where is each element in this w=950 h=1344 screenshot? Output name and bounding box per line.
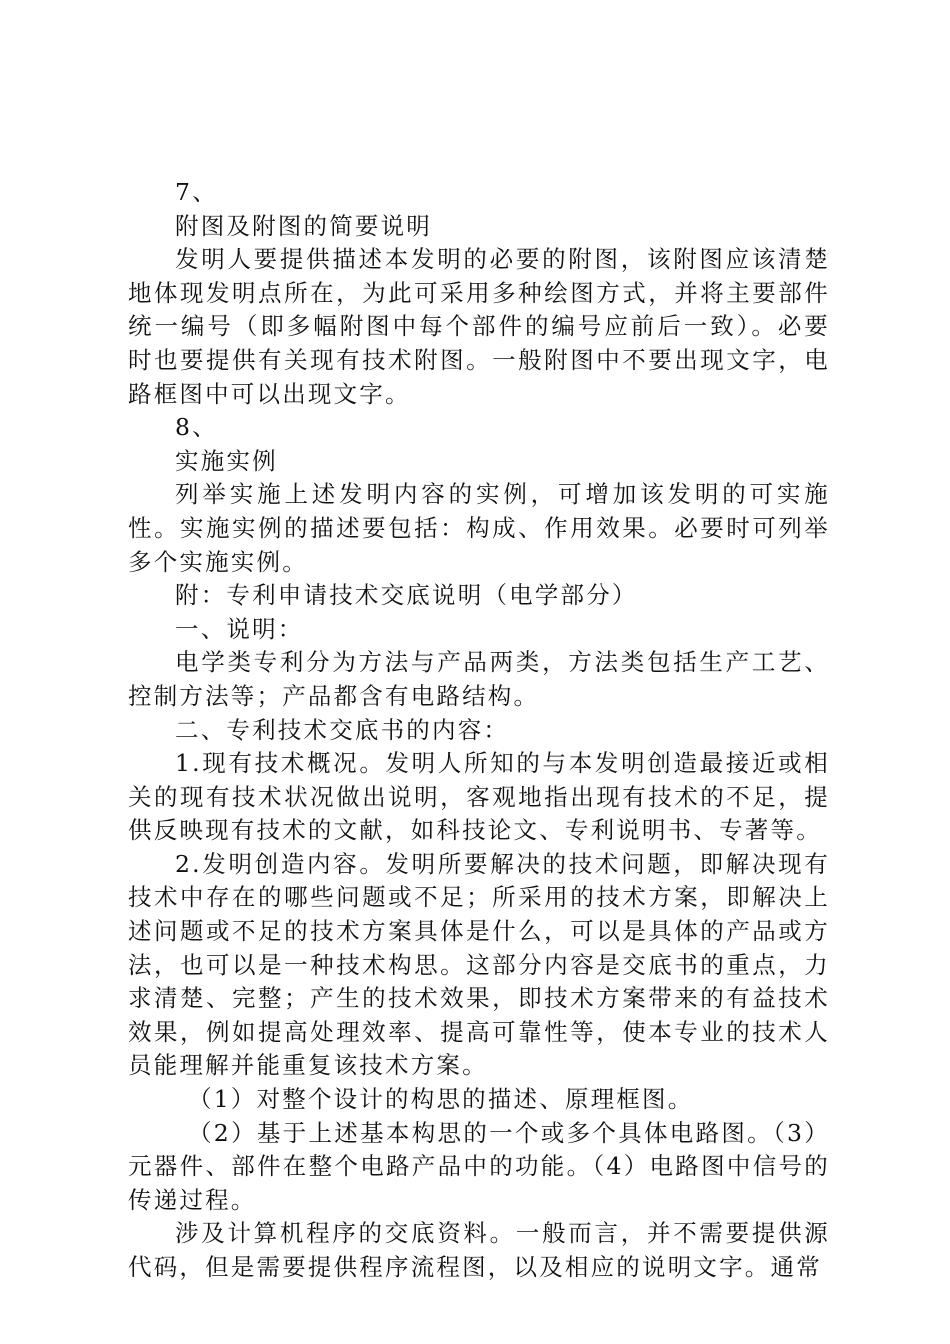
section-heading-drawings: 附图及附图的简要说明: [175, 211, 432, 240]
list-item-1: （1）对整个设计的构思的描述、原理框图。: [188, 1085, 694, 1114]
paragraph-explanation: 电学类专利分为方法与产品两类，方法类包括生产工艺、控制方法等；产品都含有电路结构。: [128, 648, 830, 710]
section-number-7: 7、: [175, 178, 218, 206]
subheading-contents: 二、专利技术交底书的内容：: [175, 715, 510, 744]
appendix-heading: 附：专利申请技术交底说明（电学部分）: [175, 581, 638, 610]
paragraph-software: 涉及计算机程序的交底资料。一般而言，并不需要提供源代码，但是需要提供程序流程图，以及相应的说明文字。通常: [128, 1219, 830, 1281]
paragraph-drawings: 发明人要提供描述本发明的必要的附图，该附图应该清楚地体现发明点所在，为此可采用多种绘图方式，并将主要部件统一编号（即多幅附图中每个部件的编号应前后一致）。必要时也要提供有关现有技术附图。一般附图中不要出现文字，电路框图中可以出现文字。: [128, 245, 830, 408]
section-heading-embodiments: 实施实例: [175, 446, 278, 475]
subheading-explanation: 一、说明：: [175, 614, 304, 643]
list-items-2-4: （2）基于上述基本构思的一个或多个具体电路图。（3）元器件、部件在整个电路产品中的功能。（4）电路图中信号的传递过程。: [128, 1118, 830, 1214]
paragraph-invention-content: 2.发明创造内容。发明所要解决的技术问题，即解决现有技术中存在的哪些问题或不足；所采用的技术方案，即解决上述问题或不足的技术方案具体是什么，可以是具体的产品或方法，也可以是一种技术构思。这部分内容是交底书的重点，力求清楚、完整；产生的技术效果，即技术方案带来的有益技术效果，例如提高处理效率、提高可靠性等，使本专业的技术人员能理解并能重复该技术方案。: [128, 849, 830, 1080]
section-number-8: 8、: [175, 413, 218, 442]
paragraph-embodiments: 列举实施上述发明内容的实例，可增加该发明的可实施性。实施实例的描述要包括：构成、作用效果。必要时可列举多个实施实例。: [128, 480, 830, 576]
paragraph-prior-art: 1.现有技术概况。发明人所知的与本发明创造最接近或相关的现有技术状况做出说明，客观地指出现有技术的不足，提供反映现有技术的文献，如科技论文、专利说明书、专著等。: [128, 749, 830, 845]
document-body: [128, 176, 830, 1285]
